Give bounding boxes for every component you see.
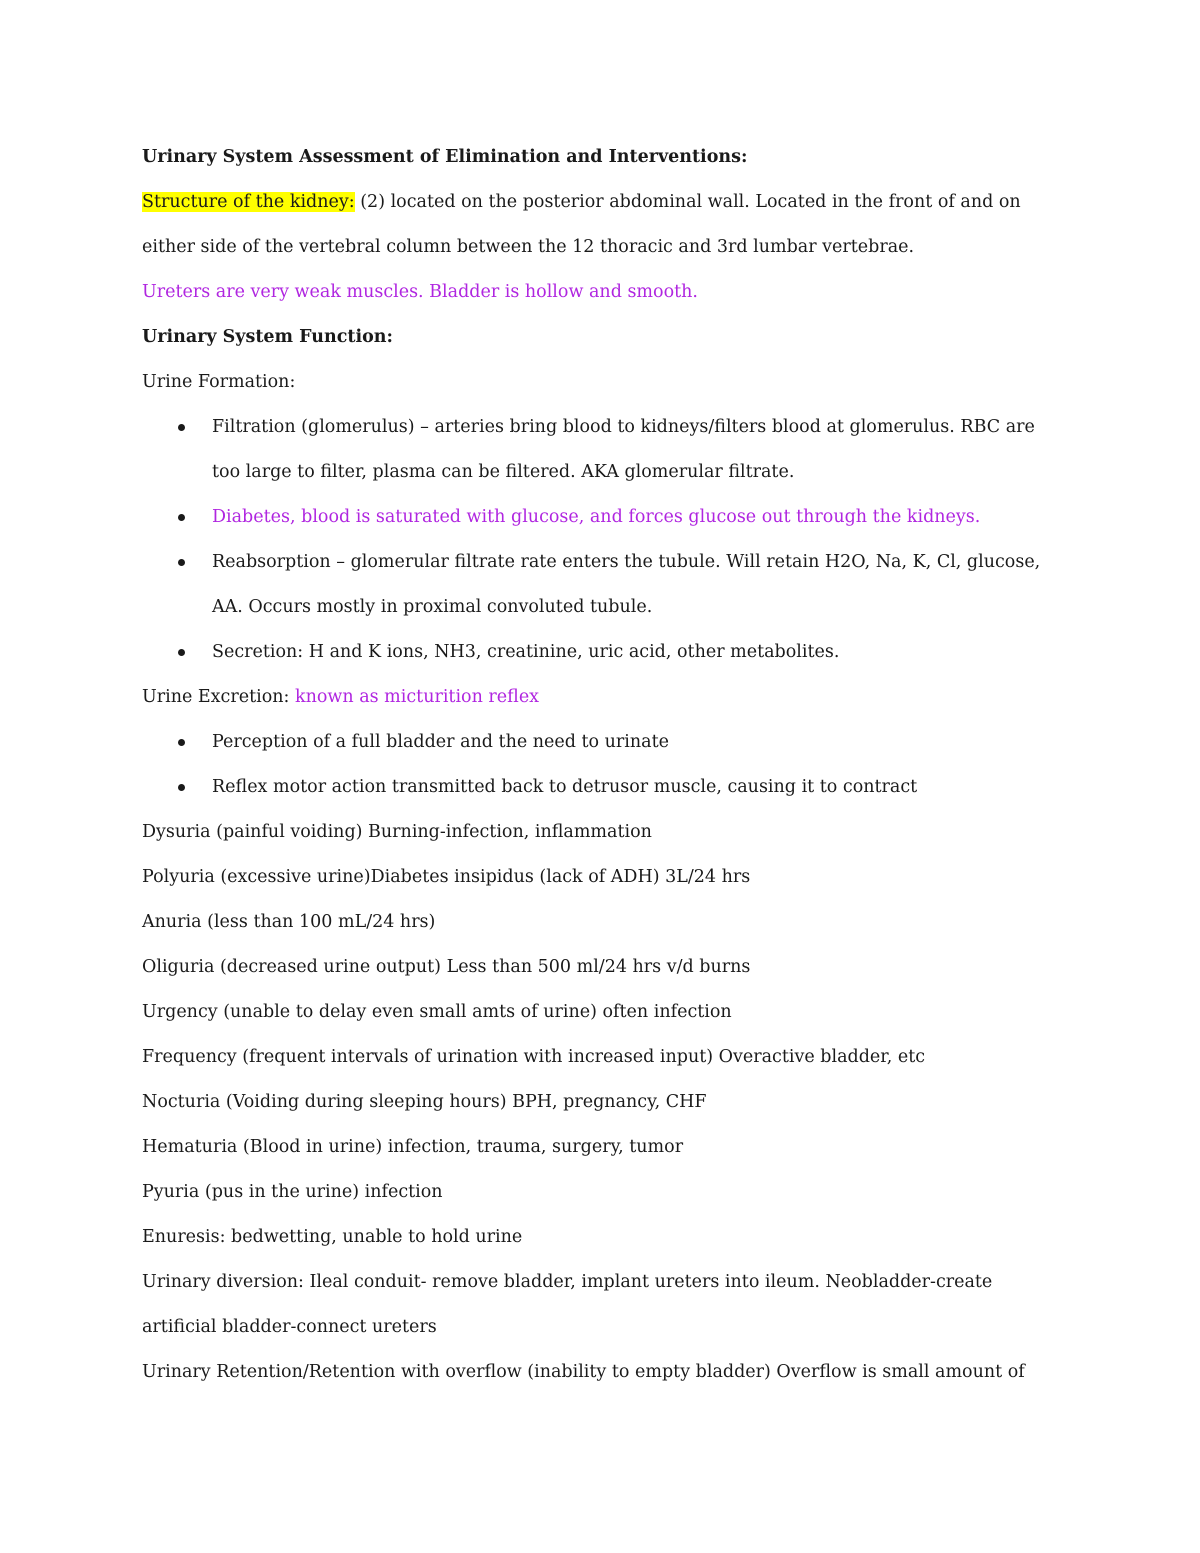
term-frequency: Frequency (frequent intervals of urination with increased input) Overactive bladder, etc <box>142 1047 926 1067</box>
bullet-dot-icon <box>178 559 185 566</box>
list-item <box>142 540 1062 630</box>
list-item-text: Secretion: H and K ions, NH3, creatinine, uric acid, other metabolites. <box>212 642 840 662</box>
list-item <box>142 495 1062 540</box>
formation-heading: Urine Formation: <box>142 372 296 392</box>
term-dysuria: Dysuria (painful voiding) Burning-infection, inflammation <box>142 822 652 842</box>
term-pyuria: Pyuria (pus in the urine) infection <box>142 1182 443 1202</box>
term-enuresis: Enuresis: bedwetting, unable to hold urine <box>142 1227 523 1247</box>
term-urinary-diversion: Urinary diversion: Ileal conduit- remove bladder, implant ureters into ileum. Neobladder-create artificial bladder-connect ureters <box>142 1272 993 1337</box>
term-urinary-retention: Urinary Retention/Retention with overflow (inability to empty bladder) Overflow is small amount of <box>142 1362 1025 1382</box>
list-item-text: Perception of a full bladder and the need to urinate <box>212 732 669 752</box>
list-item-text: Reflex motor action transmitted back to detrusor muscle, causing it to contract <box>212 777 918 797</box>
list-item <box>142 720 1062 765</box>
document-title: Urinary System Assessment of Elimination and Interventions: <box>142 147 748 167</box>
formation-list <box>142 405 1062 675</box>
excretion-list <box>142 720 1062 810</box>
bullet-dot-icon <box>178 784 185 791</box>
term-oliguria: Oliguria (decreased urine output) Less than 500 ml/24 hrs v/d burns <box>142 957 751 977</box>
document-content <box>142 135 1062 1395</box>
structure-text: (2) located on the posterior abdominal wall. Located in the front of and on either side of the vertebral column between the 12 thoracic and 3rd lumbar vertebrae. <box>142 192 1021 257</box>
structure-paragraph <box>142 180 1062 270</box>
excretion-heading <box>142 675 1062 720</box>
excretion-label: Urine Excretion: <box>142 687 295 707</box>
bullet-dot-icon <box>178 424 185 431</box>
list-item-text: Filtration (glomerulus) – arteries bring blood to kidneys/filters blood at glomerulus. RBC are too large to filter, plasma can be filtered. AKA glomerular filtrate. <box>212 417 1035 482</box>
ureters-note: Ureters are very weak muscles. Bladder is hollow and smooth. <box>142 282 698 302</box>
term-urgency: Urgency (unable to delay even small amts of urine) often infection <box>142 1002 732 1022</box>
bullet-dot-icon <box>178 739 185 746</box>
structure-label: Structure of the kidney: <box>142 192 355 212</box>
list-item-text: Diabetes, blood is saturated with glucose, and forces glucose out through the kidneys. <box>212 507 981 527</box>
list-item <box>142 630 1062 675</box>
bullet-dot-icon <box>178 649 185 656</box>
term-hematuria: Hematuria (Blood in urine) infection, trauma, surgery, tumor <box>142 1137 684 1157</box>
list-item <box>142 405 1062 495</box>
term-nocturia: Nocturia (Voiding during sleeping hours) BPH, pregnancy, CHF <box>142 1092 707 1112</box>
bullet-dot-icon <box>178 514 185 521</box>
function-heading: Urinary System Function: <box>142 327 393 347</box>
term-polyuria: Polyuria (excessive urine)Diabetes insipidus (lack of ADH) 3L/24 hrs <box>142 867 751 887</box>
list-item-text: Reabsorption – glomerular filtrate rate enters the tubule. Will retain H2O, Na, K, Cl, glucose, AA. Occurs mostly in proximal convoluted tubule. <box>212 552 1041 617</box>
list-item <box>142 765 1062 810</box>
term-anuria: Anuria (less than 100 mL/24 hrs) <box>142 912 436 932</box>
excretion-note: known as micturition reflex <box>294 687 540 707</box>
